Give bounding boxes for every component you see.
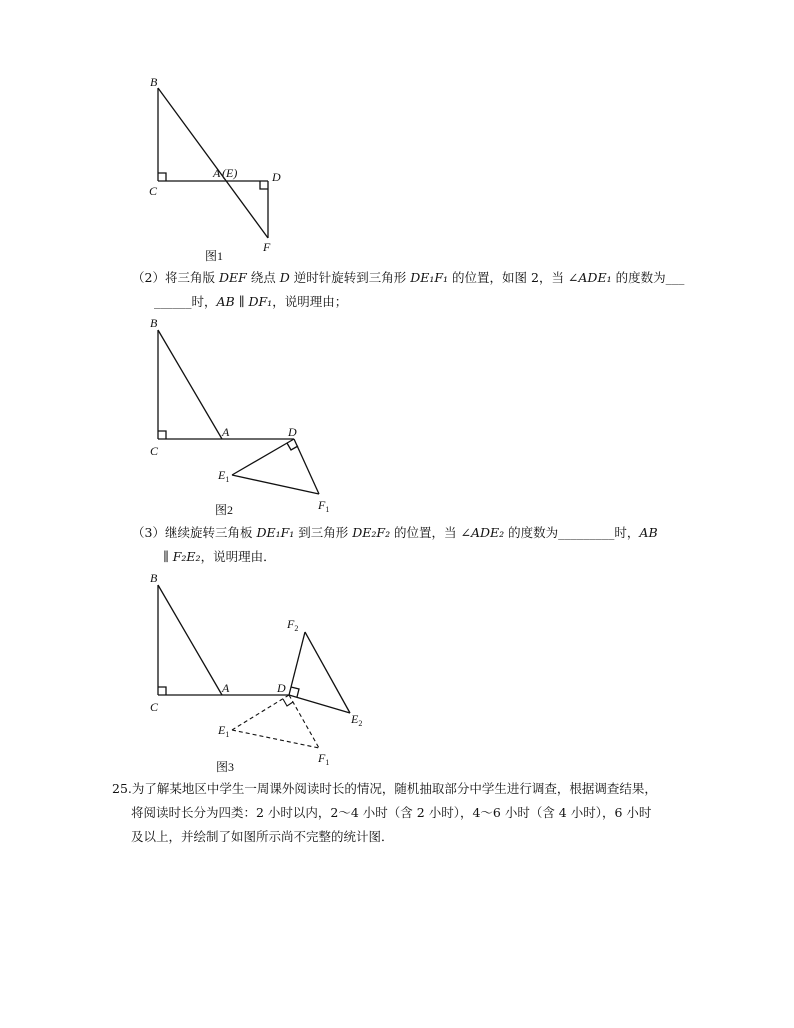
q25-text: 及以上，并绘制了如图所示尚不完整的统计图． xyxy=(131,829,394,844)
label-A: A xyxy=(222,425,230,439)
label-A: A xyxy=(222,681,230,695)
question-number: 25. xyxy=(112,781,132,796)
segment-F2E2 xyxy=(305,632,350,713)
label-D: D xyxy=(277,681,286,695)
q3-blank: 的度数为_________时， xyxy=(504,525,640,540)
label-D: D xyxy=(272,170,281,184)
q2-angle-ade1: ADE₁ xyxy=(578,270,612,285)
q2-text: 的度数为___ xyxy=(611,270,685,285)
q2-text: 绕点 xyxy=(246,270,280,285)
question-25-line-3 xyxy=(131,826,394,848)
right-angle-mark-D-lower xyxy=(283,699,293,706)
label-F: F xyxy=(263,240,271,254)
q2-triangle-de1f1: DE₁F₁ xyxy=(410,270,449,285)
q3-text: （3）继续旋转三角板 xyxy=(132,525,257,540)
q3-text: 到三角形 xyxy=(294,525,353,540)
q2-triangle-def: DEF xyxy=(218,270,247,285)
q2-text: ，说明理由； xyxy=(272,294,348,309)
label-E: (E) xyxy=(222,166,238,180)
label-B: B xyxy=(150,75,158,89)
label-B: B xyxy=(150,316,158,330)
figure-2-caption: 图2 xyxy=(215,503,234,517)
question-25-line-2 xyxy=(131,802,651,824)
q2-text: （2）将三角版 xyxy=(132,270,219,285)
q2-text: 逆时针旋转到三角形 xyxy=(289,270,411,285)
q3-text: ，说明理由． xyxy=(200,549,276,564)
q3-triangle-de2f2: DE₂F₂ xyxy=(352,525,391,540)
q2-parallel: ∥ xyxy=(234,294,249,309)
figure-3-caption: 图3 xyxy=(216,760,235,774)
label-E1: $E_1$ xyxy=(218,723,230,739)
label-C: C xyxy=(149,184,158,198)
q2-text: 的位置，如图 2，当 ∠ xyxy=(448,270,579,285)
label-D: D xyxy=(288,425,297,439)
q25-text: 为了解某地区中学生一周课外阅读时长的情况，随机抽取部分中学生进行调查，根据调查结果， xyxy=(131,781,657,796)
q3-parallel: ∥ xyxy=(163,549,173,564)
q2-point-d: D xyxy=(279,270,290,285)
label-C: C xyxy=(150,700,159,714)
q3-text: 的位置，当 ∠ xyxy=(390,525,471,540)
label-F2: $F_2$ xyxy=(287,617,299,633)
question-25-line-1 xyxy=(112,778,657,800)
label-B: B xyxy=(150,571,158,585)
q2-segment-df1: DF₁ xyxy=(248,294,273,309)
q2-blank: ______时， xyxy=(154,294,217,309)
q3-triangle-de1f1: DE₁F₁ xyxy=(256,525,295,540)
segment-BA xyxy=(158,585,222,695)
label-E2: $E_2$ xyxy=(351,712,363,728)
q2-segment-ab: AB xyxy=(216,294,235,309)
right-angle-mark-C xyxy=(158,687,166,695)
q25-text: 将阅读时长分为四类：2 小时以内，2～4 小时（含 2 小时），4～6 小时（含 4 小时），6 小时 xyxy=(131,805,652,820)
label-A: A xyxy=(213,166,221,180)
q3-angle-ade2: ADE₂ xyxy=(471,525,505,540)
dashed-segment-DE1 xyxy=(232,695,289,730)
dashed-segment-E1F1 xyxy=(232,730,319,748)
label-F1: $F_1$ xyxy=(318,498,330,514)
label-F1: $F_1$ xyxy=(318,751,330,767)
q3-segment-ab: AB xyxy=(639,525,658,540)
q3-segment-f2e2: F₂E₂ xyxy=(172,549,201,564)
segment-DF2 xyxy=(289,632,305,695)
label-C: C xyxy=(150,444,159,458)
label-E1: $E_1$ xyxy=(218,468,230,484)
figure-1-caption: 图1 xyxy=(205,249,224,263)
